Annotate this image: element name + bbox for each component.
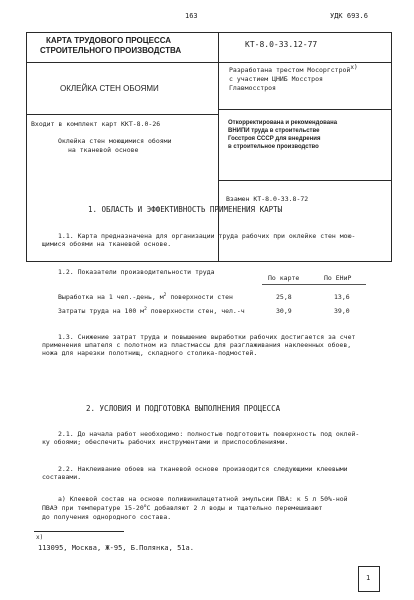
- corner-box-number: 1: [366, 574, 371, 582]
- s2-p2-line2: составами.: [42, 473, 82, 481]
- revised-line3: Госстроя СССР для внедрения: [228, 136, 321, 142]
- footnote-address: 113095, Москва, Ж-95, Б.Полянка, 51а.: [38, 544, 194, 552]
- developer-line3: Главмосстроя: [229, 84, 276, 92]
- table-row-value-card: 25,8: [276, 293, 292, 301]
- developer-line1: Разработана трестом Мосоргстрой$^{x)}$: [229, 63, 358, 74]
- developer-footnote-mark: x): [350, 63, 358, 71]
- revised-line4: в строительное производство: [228, 144, 319, 150]
- table-col-card: По карте: [268, 274, 300, 282]
- developer-line2: с участием ЦНИБ Мосстроя: [229, 75, 323, 83]
- card-divider-h2-right: [218, 109, 392, 110]
- section1-heading: 1. ОБЛАСТЬ И ЭФФЕКТИВНОСТЬ ПРИМЕНЕНИЯ КАРТЫ: [88, 205, 283, 214]
- table-row-value-enir: 13,6: [334, 293, 350, 301]
- s1-p3-line3: ножа для нарезки полотнищ, складного столика-подмостей.: [42, 349, 258, 357]
- set-info: Входит в комплект карт ККТ-8.0-26: [31, 120, 161, 128]
- s2-pa-line2: ПВАЭ при температуре 15-20$^o$С добавляют 2 л воды и тщательно перемешивают: [42, 503, 323, 512]
- page-number: 163: [185, 12, 198, 20]
- replaces-note: Взамен КТ-8.0-33.8-72: [226, 195, 309, 203]
- section2-heading: 2. УСЛОВИЯ И ПОДГОТОВКА ВЫПОЛНЕНИЯ ПРОЦЕССА: [86, 404, 281, 413]
- s2-p1-line1: 2.1. До начала работ необходимо: полностью подготовить поверхность под оклей-: [58, 430, 360, 438]
- footnote-rule: [34, 531, 124, 532]
- s1-p3-line2: применения шпателя с полотном из пластмассы для разглаживания наклеенных обоев,: [42, 341, 352, 349]
- s1-p3-line1: 1.3. Снижение затрат труда и повышение выработки рабочих достигается за счет: [58, 333, 356, 341]
- table-row-label: Выработка на 1 чел.-день, $м^2$ поверхности стен: [58, 292, 233, 301]
- revised-line1: Откорректирована и рекомендована: [228, 120, 338, 126]
- card-divider-h1: [26, 62, 392, 63]
- card-title-line2: СТРОИТЕЛЬНОГО ПРОИЗВОДСТВА: [40, 46, 182, 55]
- s2-p2-line1: 2.2. Наклеивание обоев на тканевой основе производится следующими клеевыми: [58, 465, 348, 473]
- card-divider-h3-right: [218, 180, 392, 181]
- s1-p1-line1: 1.1. Карта предназначена для организации труда рабочих при оклейке стен мою-: [58, 232, 356, 240]
- s2-p1-line2: ку обоями; обеспечить рабочих инструментами и приспособлениями.: [42, 438, 289, 446]
- card-subject: ОКЛЕЙКА СТЕН ОБОЯМИ: [60, 84, 159, 93]
- s1-p2-label: 1.2. Показатели производительности труда: [58, 268, 215, 276]
- s2-pa-line1: а) Клеевой состав на основе поливинилацетатной эмульсии ПВА: к 5 л 50%-ной: [58, 495, 348, 503]
- card-divider-vertical: [218, 32, 219, 261]
- card-title-line1: КАРТА ТРУДОВОГО ПРОЦЕССА: [46, 36, 172, 45]
- table-row-value-enir: 39,0: [334, 307, 350, 315]
- set-desc-line2: на тканевой основе: [68, 146, 139, 154]
- card-divider-h2-left: [26, 114, 219, 115]
- table-header-rule: [262, 284, 366, 285]
- set-desc-line1: Оклейка стен моющимися обоями: [58, 137, 172, 145]
- s2-pa-line3: до получения однородного состава.: [42, 513, 172, 521]
- revised-line2: ВНИПИ труда в строительстве: [228, 128, 320, 134]
- card-code: КТ-8.0-33.12-77: [245, 40, 318, 49]
- footnote-mark: x): [36, 534, 44, 541]
- udk-code: УДК 693.6: [330, 12, 368, 20]
- table-col-enir: По ЕНиР: [324, 274, 352, 282]
- table-row-label: Затраты труда на 100 $м^2$ поверхности стен, чел.-ч: [58, 306, 245, 315]
- table-row-value-card: 30,9: [276, 307, 292, 315]
- s1-p1-line2: щимися обоями на тканевой основе.: [42, 240, 172, 248]
